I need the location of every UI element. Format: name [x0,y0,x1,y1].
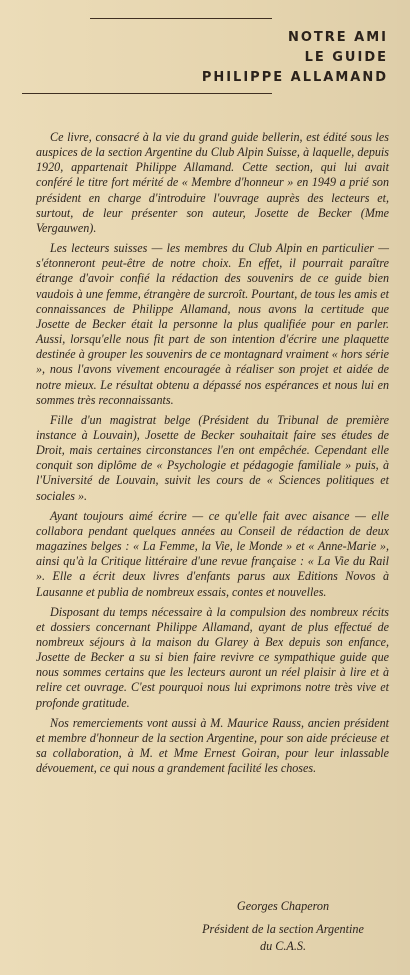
signature-name: Georges Chaperon [236,899,330,913]
signature-role-line-2: du C.A.S. [259,939,307,953]
body-text [36,130,389,781]
top-rule [90,18,272,19]
signature-role-line-1: Président de la section Argentine [202,922,364,936]
page-title [202,28,388,88]
signature-block [178,898,388,955]
paragraph-6: Nos remerciements vont aussi à M. Maurice Rauss, ancien président et membre d'honneur de la section Argentine, pour son aide précieuse et sa collaboration, à M. et Mme Ernest Goiran, pour leur inlassable dévouement, ce qui nous a grandement facilité les choses. [36,715,389,776]
title-line-1: NOTRE AMI [287,30,388,45]
paragraph-5: Disposant du temps nécessaire à la compulsion des nombreux récits et dossiers concernant Philippe Allamand, ayant de plus effectué de nombreux séjours à la maison du Glarey à Bex depuis son enfance, Josette de Becker a su si bien faire revivre ce sympathique guide que nous sommes certains que les lecteurs auront un réel plaisir à lire et à relire cet ouvrage. C'est pourquoi nous lui exprimons notre très vive et profonde gratitude. [36,604,389,710]
paragraph-1: Ce livre, consacré à la vie du grand guide bellerin, est édité sous les auspices de la section Argentine du Club Alpin Suisse, à laquelle, depuis 1920, appartenait Philippe Allamand. Cette section, qui lui avait conféré le titre fort mérité de « Membre d'honneur » en 1949 a prié son président en charge d'introduire l'ouvrage auprès des lecteurs et, surtout, de leur présenter son auteur, Josette de Becker (Mme Vergauwen). [36,130,389,235]
paragraph-3: Fille d'un magistrat belge (Président du Tribunal de première instance à Louvain), Josette de Becker souhaitait faire ses études de Droit, mais certaines circonstances l'en ont empêchée. Cependant elle conquit son diplôme de « Psychologie et pédagogie familiale » puis, à l'Université de Louvain, suivit les cours de « Sciences politiques et sociales ». [36,412,389,503]
title-rule [22,93,272,94]
paragraph-4: Ayant toujours aimé écrire — ce qu'elle fait avec aisance — elle collabora pendant quelques années au Conseil de rédaction de deux magazines belges : « La Femme, la Vie, le Monde » et « Anne-Marie », ainsi qu'à la Critique littéraire d'une revue française : « La Vie du Rail ». Elle a écrit deux livres d'enfants parus aux Editions Novos à Lausanne et publia de nombreux essais, contes et nouvelles. [36,508,389,599]
title-line-3: PHILIPPE ALLAMAND [201,70,388,85]
title-line-2: LE GUIDE [304,50,388,65]
paragraph-2: Les lecteurs suisses — les membres du Club Alpin en particulier — s'étonneront peut-être de notre choix. En effet, il pourrait paraître étrange d'avoir confié la rédaction des souvenirs de ce guide bien vaudois à une femme, étrangère de surcroît. Pourtant, de tous les amis et connaissances de Philippe Allamand, nous avons la certitude que Josette de Becker était la personne la plus qualifiée pour en parler. Aussi, lorsqu'elle nous fit part de son intention d'écrire une plaquette destinée à grouper les souvenirs de ce montagnard vraiment « hors série », nous l'avons vivement encouragée à réaliser son projet et aidée de notre mieux. Le résultat obtenu a dépassé nos espérances et nous lui en sommes très reconnaissants. [36,241,390,407]
